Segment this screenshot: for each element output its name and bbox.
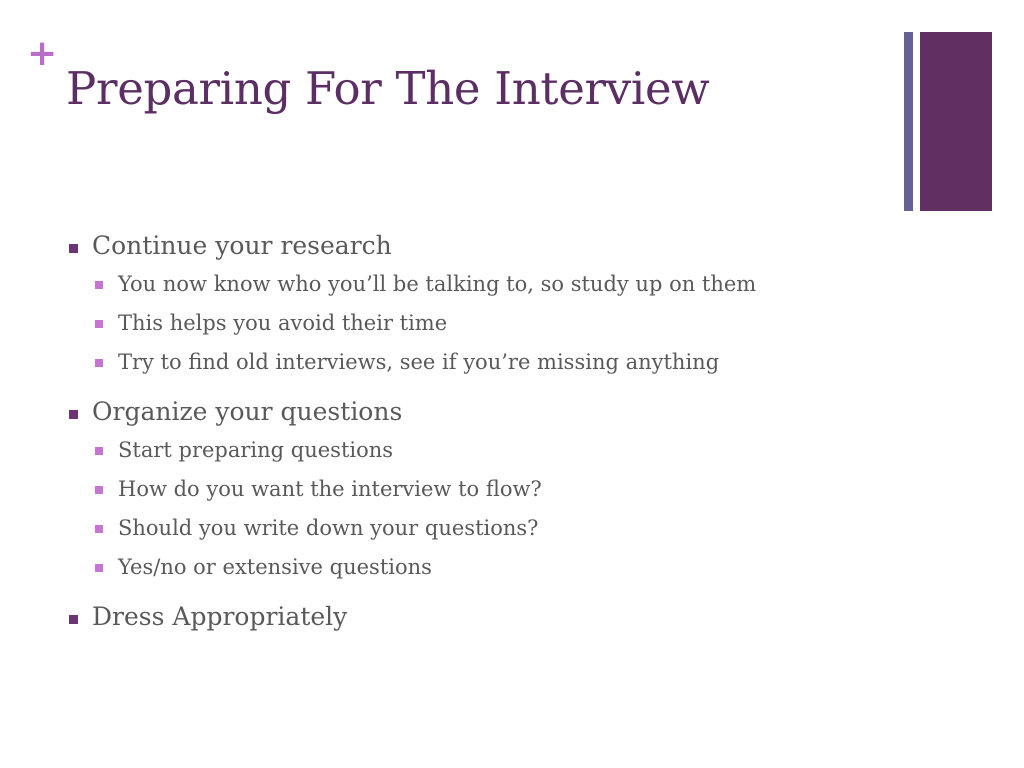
sub-bullet-text: Try to find old interviews, see if you’re missing anything: [118, 350, 720, 374]
sub-bullet-text: How do you want the interview to flow?: [118, 477, 542, 501]
bullet-text: Organize your questions: [92, 397, 403, 426]
sub-bullet-text: You now know who you’ll be talking to, so study up on them: [118, 272, 757, 296]
bullet-item: [66, 230, 926, 379]
square-bullet-icon: [95, 281, 103, 289]
sub-bullet-text: Yes/no or extensive questions: [118, 555, 432, 579]
sub-bullet-item: [92, 434, 926, 467]
sub-bullet-item: [92, 307, 926, 340]
sub-bullet-item: [92, 346, 926, 379]
plus-icon: +: [27, 33, 58, 74]
accent-bar-thick: [920, 32, 992, 211]
square-bullet-icon: [95, 320, 103, 328]
sub-bullet-list: [92, 268, 926, 379]
sub-bullet-text: Should you write down your questions?: [118, 516, 539, 540]
sub-bullet-list: [92, 434, 926, 584]
sub-bullet-item: [92, 512, 926, 545]
sub-bullet-text: This helps you avoid their time: [118, 311, 448, 335]
sub-bullet-text: Start preparing questions: [118, 438, 394, 462]
sub-bullet-item: [92, 551, 926, 584]
square-bullet-icon: [95, 525, 103, 533]
bullet-list: [66, 230, 926, 633]
square-bullet-icon: [95, 447, 103, 455]
square-bullet-icon: [95, 359, 103, 367]
slide-title: Preparing For The Interview: [66, 62, 710, 115]
sub-bullet-item: [92, 268, 926, 301]
sub-bullet-item: [92, 473, 926, 506]
bullet-item: [66, 396, 926, 584]
square-bullet-icon: [69, 410, 78, 419]
bullet-text: Continue your research: [92, 231, 392, 260]
accent-bar-thin: [904, 32, 913, 211]
bullet-item: [66, 601, 926, 633]
square-bullet-icon: [95, 486, 103, 494]
square-bullet-icon: [95, 564, 103, 572]
bullet-text: Dress Appropriately: [92, 602, 348, 631]
square-bullet-icon: [69, 244, 78, 253]
square-bullet-icon: [69, 615, 78, 624]
